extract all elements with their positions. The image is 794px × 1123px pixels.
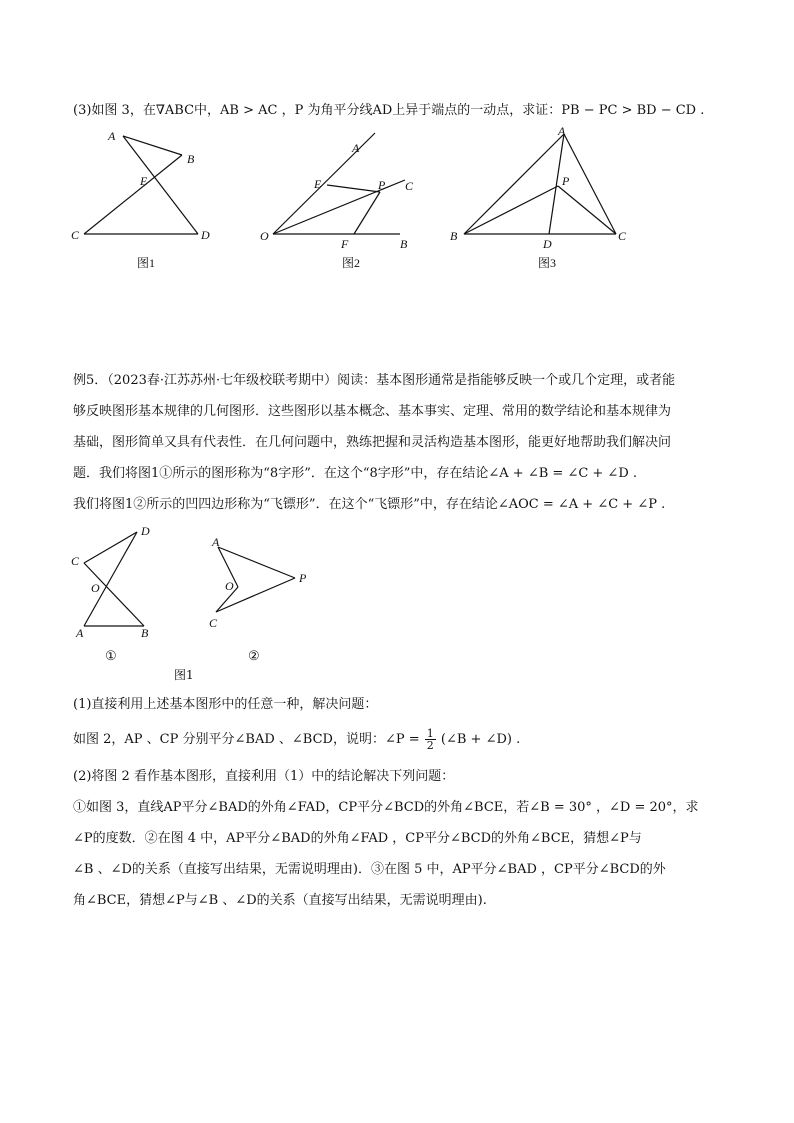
fig3-segment-AB xyxy=(464,134,564,234)
q1-title: (1)直接利用上述基本图形中的任意一种，解决问题： xyxy=(73,697,378,712)
fig1-label-C: C xyxy=(71,228,80,242)
figB-label-P: P xyxy=(299,571,307,585)
fig1-label-A: A xyxy=(108,129,116,143)
fig2-segment-FP xyxy=(354,192,380,234)
fig3-label-C: C xyxy=(618,229,627,243)
fig2-label-E: E xyxy=(314,177,322,191)
q2-line-1: ①如图 3，直线AP平分∠BAD的外角∠FAD，CP平分∠BCD的外角∠BCE，若∠B = 30° ，∠D = 20°，求 xyxy=(73,800,699,815)
figB-segment-AP xyxy=(218,547,295,578)
figA-segment-CD xyxy=(84,532,137,563)
fig3-segment-PC xyxy=(558,186,616,234)
figA-label-O: O xyxy=(91,581,100,595)
fig1-label-E: E xyxy=(140,174,148,188)
fig3-label-D: D xyxy=(543,237,552,251)
figA-label-B: B xyxy=(141,626,149,640)
example5-line-5: 我们将图1②所示的凹四边形称为“飞镖形”．在这个“飞镖形”中，存在结论∠AOC = ∠A + ∠C + ∠P . xyxy=(73,497,666,512)
figA-label-C: C xyxy=(71,554,80,568)
fig1-label-D: D xyxy=(201,228,210,242)
q1-body-post: (∠B + ∠D) . xyxy=(440,732,521,747)
fig1-segment-AB xyxy=(123,136,182,155)
example5-line-3: 基础，图形简单又具有代表性．在几何问题中，熟练把握和灵活构造基本图形，能更好地帮助我们解决问 xyxy=(73,435,672,450)
fig1-caption: 图1 xyxy=(137,256,156,270)
q2-line-3: ∠B 、∠D的关系（直接写出结果，无需说明理由)．③在图 5 中，AP平分∠BAD ，CP平分∠BCD的外 xyxy=(73,862,666,877)
fig2-ray-OA xyxy=(273,133,375,234)
figure-dart-shape xyxy=(200,530,320,665)
figA-mark: ① xyxy=(105,648,117,663)
fig3-label-A: A xyxy=(558,124,566,138)
q1-fraction-num: 1 xyxy=(426,727,434,740)
fig2-label-B: B xyxy=(400,237,408,251)
figA-segment-DA xyxy=(84,532,137,626)
q1-fraction xyxy=(425,728,436,751)
q2-line-4: 角∠BCE，猜想∠P与∠B 、∠D的关系（直接写出结果，无需说明理由). xyxy=(73,893,487,908)
fig1-label-B: B xyxy=(187,152,195,166)
fig3-segment-PB xyxy=(464,186,558,234)
figure-3 xyxy=(440,122,635,275)
part3-statement: (3)如图 3，在∇ABC中，AB > AC ，P 为角平分线AD上异于端点的一动点，求证：PB − PC > BD − CD . xyxy=(73,103,705,118)
figure-eight-shape xyxy=(60,520,170,665)
figure-2 xyxy=(250,130,430,275)
q1-body xyxy=(73,728,520,752)
fig2-label-A: A xyxy=(352,141,360,155)
example5-line-1: 例5．（2023春·江苏苏州·七年级校联考期中）阅读：基本图形通常是指能够反映一个或几个定理，或者能 xyxy=(73,373,676,388)
fig2-label-C: C xyxy=(405,179,414,193)
figA-label-D: D xyxy=(141,524,150,538)
fig2-label-F: F xyxy=(341,237,349,251)
figA-caption: 图1 xyxy=(174,668,194,682)
figure-1 xyxy=(60,125,230,275)
example5-line-2: 够反映图形基本规律的几何图形．这些图形以基本概念、基本事实、定理、常用的数学结论和基本规律为 xyxy=(73,404,672,419)
q2-line-2: ∠P的度数．②在图 4 中，AP平分∠BAD的外角∠FAD ，CP平分∠BCD的外角∠BCE，猜想∠P与 xyxy=(73,831,642,846)
fig2-caption: 图2 xyxy=(342,256,361,270)
example5-line-4: 题．我们将图1①所示的图形称为“8字形”．在这个“8字形”中，存在结论∠A + ∠B = ∠C + ∠D . xyxy=(73,466,638,481)
figB-label-C: C xyxy=(209,616,218,630)
fig2-segment-EP xyxy=(327,185,380,192)
fig3-segment-AC xyxy=(564,134,616,234)
figA-label-A: A xyxy=(76,626,84,640)
fig2-label-O: O xyxy=(260,229,269,243)
figB-label-O: O xyxy=(225,579,234,593)
figB-label-A: A xyxy=(212,535,220,549)
fig3-caption: 图3 xyxy=(538,256,557,270)
fig2-label-P: P xyxy=(378,178,386,192)
q1-body-pre: 如图 2，AP 、CP 分别平分∠BAD 、∠BCD，说明：∠P = xyxy=(73,732,420,747)
q1-fraction-den: 2 xyxy=(426,739,434,752)
fig3-label-P: P xyxy=(562,174,570,188)
q2-title: (2)将图 2 看作基本图形，直接利用（1）中的结论解决下列问题： xyxy=(73,769,455,784)
fig1-segment-AD xyxy=(123,136,198,234)
fig3-label-B: B xyxy=(450,229,458,243)
figB-mark: ② xyxy=(248,648,260,663)
